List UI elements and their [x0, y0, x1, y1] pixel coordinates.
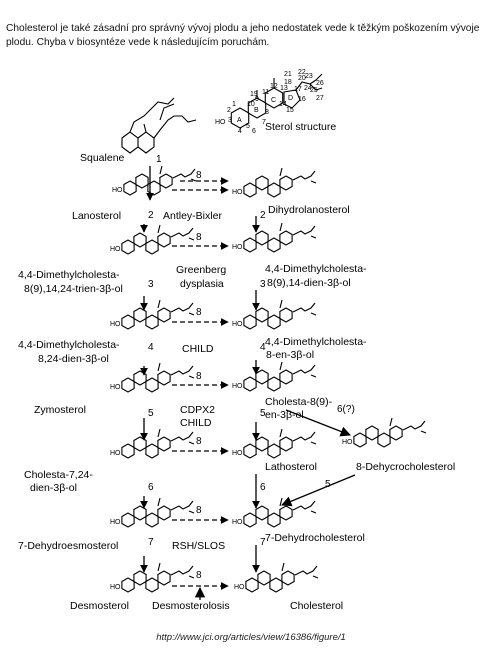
- step-horizontal-8-3: 8: [196, 371, 202, 382]
- molecule-left-3: [110, 363, 194, 392]
- molecule-right-3: [232, 362, 316, 391]
- step-left-7: 7: [148, 537, 154, 548]
- molecule-right-5: [232, 498, 316, 527]
- compound-dimethyl-trien-line2: 8(9),14,24-trien-3β-ol: [24, 283, 123, 295]
- atom-number: 26: [316, 80, 324, 87]
- ho-label: HO: [110, 519, 121, 526]
- squalene-structure: [122, 98, 196, 153]
- step-right-6: 6: [260, 482, 266, 493]
- molecule-right-2: [232, 300, 316, 329]
- atom-number: 19: [250, 91, 258, 98]
- molecule-right-6: [234, 563, 318, 592]
- compound-cholesterol: Cholesterol: [290, 600, 344, 612]
- disorder-rsh-slos: RSH/SLOS: [172, 540, 226, 552]
- compound-dimethyl-824dien-line1: 4,4-Dimethylcholesta-: [18, 339, 120, 351]
- intro-paragraph: Cholesterol je také zásadní pro správný vývoj plodu a jeho nedostatek vede k těžkým poškozením vývoje plodu. Chyba v biosyntéze vede k následujícím poruchám.: [6, 23, 480, 48]
- atom-number: 24: [304, 85, 312, 92]
- atom-number: 9: [255, 96, 259, 103]
- ho-label: HO: [110, 450, 121, 457]
- step-right-5: 5: [260, 408, 266, 419]
- ho-label: HO: [232, 321, 243, 328]
- compound-desmosterol: Desmosterol: [70, 600, 129, 612]
- ho-label: HO: [232, 244, 243, 251]
- disorder-greenberg-line1: Greenberg: [176, 264, 227, 276]
- atom-number: 7: [262, 119, 266, 126]
- step-left-4: 4: [148, 342, 154, 353]
- ho-label: HO: [112, 187, 123, 194]
- ring-D: D: [288, 95, 294, 102]
- ho-label: HO: [234, 584, 245, 591]
- atom-number: 8: [265, 109, 269, 116]
- ho-label: HO: [110, 321, 121, 328]
- source-url: http://www.jci.org/articles/view/16386/figure/1: [156, 632, 346, 643]
- compound-cholesta-8en-line1: Cholesta-8(9)-: [265, 396, 333, 408]
- molecule-left-6: [110, 563, 194, 592]
- atom-number: 11: [262, 89, 270, 96]
- disorder-desmosterolosis: Desmosterolosis: [152, 600, 230, 612]
- disorder-child: CHILD: [182, 343, 214, 355]
- molecule-right-4: [232, 429, 316, 458]
- compound-dihydrolanosterol: Dihydrolanosterol: [268, 204, 350, 216]
- sterol-structure: [215, 69, 336, 135]
- ring-A: A: [237, 117, 242, 124]
- atom-number: 25: [310, 87, 318, 94]
- arrow-diagonal-5: [282, 475, 355, 505]
- step-left-6: 6: [148, 482, 154, 493]
- step-horizontal-8-4: 8: [196, 436, 202, 447]
- compound-8-dehycrocholesterol: 8-Dehycrocholesterol: [356, 461, 456, 473]
- disorder-labels: [152, 210, 230, 612]
- step-horizontal-8-2: 8: [196, 307, 202, 318]
- compound-dimethyl-14dien-line2: 8(9),14-dien-3β-ol: [267, 277, 351, 289]
- compound-dimethyl-trien-line1: 4,4-Dimethylcholesta-: [18, 269, 120, 281]
- compound-dimethyl-8en-line2: 8-en-3β-ol: [266, 349, 315, 361]
- molecule-left-4: [110, 429, 194, 458]
- ring-B: B: [254, 107, 259, 114]
- step-right-3: 3: [260, 279, 266, 290]
- atom-number: 18: [284, 79, 292, 86]
- compound-lanosterol: Lanosterol: [72, 210, 122, 222]
- step-horizontal-8-6: 8: [196, 570, 202, 581]
- compound-dimethyl-14dien-line1: 4,4-Dimethylcholesta-: [265, 263, 367, 275]
- atom-number: 23: [305, 73, 313, 80]
- sterol-ho-label: HO: [215, 119, 226, 126]
- ho-label: HO: [342, 439, 353, 446]
- compound-7-dehydrocholesterol: 7-Dehydrocholesterol: [265, 532, 365, 544]
- atom-number: 4: [238, 128, 242, 135]
- atom-number: 1: [232, 101, 236, 108]
- molecule-left-5: [110, 498, 194, 527]
- step-left-2: 2: [148, 210, 154, 221]
- atom-number: 15: [286, 107, 294, 114]
- ho-label: HO: [232, 519, 243, 526]
- atom-number: 5: [246, 123, 250, 130]
- sterol-structure-title: Sterol structure: [265, 121, 337, 133]
- disorder-cdpx2: CDPX2: [180, 404, 216, 416]
- compound-dimethyl-824dien-line2: 8,24-dien-3β-ol: [38, 353, 109, 365]
- step-left-5: 5: [148, 408, 154, 419]
- step-diagonal-6: 6(?): [337, 404, 355, 415]
- atom-number: 12: [270, 83, 278, 90]
- compound-labels: [18, 152, 455, 612]
- step-horizontal-8-5: 8: [196, 505, 202, 516]
- atom-number: 20: [298, 75, 306, 82]
- step-diagonal-5: 5: [325, 479, 331, 490]
- compound-lathosterol: Lathosterol: [265, 461, 317, 473]
- ring-C: C: [271, 97, 277, 104]
- atom-number: 6: [252, 128, 256, 135]
- atom-number: 14: [279, 101, 287, 108]
- compound-cholesta-724-line1: Cholesta-7,24-: [24, 469, 93, 481]
- atom-number: 21: [284, 71, 292, 78]
- step-left-1: 1: [156, 154, 162, 165]
- step-left-3: 3: [148, 279, 154, 290]
- disorder-child-2: CHILD: [180, 417, 212, 429]
- molecule-8-dehycrocholesterol: [342, 418, 426, 447]
- disorder-antley-bixler: Antley-Bixler: [163, 210, 222, 222]
- compound-7-dehydroesmosterol: 7-Dehydroesmosterol: [18, 540, 119, 552]
- ho-label: HO: [232, 189, 243, 196]
- molecule-right-1: [232, 223, 316, 252]
- atom-number: 27: [316, 95, 324, 102]
- step-right-2: 2: [260, 210, 266, 221]
- compound-cholesta-8en-line2: en-3β-ol: [265, 409, 304, 421]
- atom-number: 10: [247, 101, 255, 108]
- ho-label: HO: [110, 584, 121, 591]
- molecule-left-2: [110, 300, 194, 329]
- step-horizontal-8-0: 8: [196, 170, 202, 181]
- molecule-right-0: [232, 168, 316, 197]
- compound-cholesta-724-line2: dien-3β-ol: [30, 482, 77, 494]
- atom-number: 22: [298, 69, 306, 76]
- atom-number: 17: [294, 86, 302, 93]
- molecule-left-1: [110, 225, 194, 254]
- ho-label: HO: [232, 450, 243, 457]
- ho-label: HO: [110, 384, 121, 391]
- atom-number: 2: [227, 107, 231, 114]
- atom-number: 13: [280, 85, 288, 92]
- ho-label: HO: [232, 383, 243, 390]
- atom-number: 3: [228, 117, 232, 124]
- compound-squalene: Squalene: [80, 152, 125, 164]
- compound-zymosterol: Zymosterol: [34, 404, 86, 416]
- compound-dimethyl-8en-line1: 4,4-Dimethylcholesta-: [265, 336, 367, 348]
- step-right-7: 7: [260, 537, 266, 548]
- ho-label: HO: [110, 246, 121, 253]
- step-horizontal-8-1: 8: [196, 232, 202, 243]
- step-right-4: 4: [260, 342, 266, 353]
- disorder-greenberg-line2: dysplasia: [180, 278, 224, 290]
- atom-number: 16: [298, 96, 306, 103]
